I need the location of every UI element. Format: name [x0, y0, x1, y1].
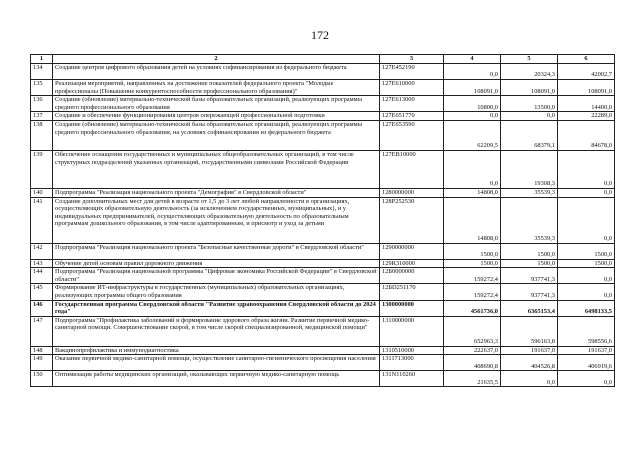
row-code: 127E452190	[380, 64, 444, 80]
row-value-5: 0,0	[501, 371, 558, 387]
row-number: 143	[31, 259, 53, 268]
row-value-6: 191637,0	[558, 346, 615, 355]
row-value-6: 6498133,5	[558, 300, 615, 316]
row-value-5: 20324,3	[501, 64, 558, 80]
table-row	[31, 300, 615, 316]
table-row	[31, 150, 615, 188]
row-value-5: 937741,3	[501, 268, 558, 284]
row-value-6: 42002,7	[558, 64, 615, 80]
table-row	[31, 188, 615, 197]
page-number: 172	[311, 28, 329, 42]
row-code: 127E651770	[380, 112, 444, 121]
row-code: 1290000000	[380, 243, 444, 259]
row-code: 1310510000	[380, 346, 444, 355]
header-cell: 4	[444, 55, 501, 64]
row-number: 150	[31, 371, 53, 387]
row-value-4: 159272,4	[444, 284, 501, 300]
row-value-4: 652963,3	[444, 316, 501, 346]
row-value-6: 108091,0	[558, 80, 615, 96]
row-code: 129R310000	[380, 259, 444, 268]
row-number: 141	[31, 197, 53, 243]
row-value-4: 1500,0	[444, 243, 501, 259]
row-name: Подпрограмма "Профилактика заболеваний и формирование здорового образа жизни. Развитие первичной медико-санитарной помощи. Совершенствование скорой, в том числе скорой специализированной, медицинской помощи"	[53, 316, 380, 346]
row-code: 131N110260	[380, 371, 444, 387]
table-row	[31, 284, 615, 300]
table-row	[31, 243, 615, 259]
row-code: 127E653590	[380, 120, 444, 150]
row-number: 148	[31, 346, 53, 355]
row-code: 1311713000	[380, 355, 444, 371]
row-value-4: 21635,5	[444, 371, 501, 387]
row-value-4: 0,0	[444, 112, 501, 121]
row-value-5: 35539,3	[501, 188, 558, 197]
row-value-4: 0,0	[444, 150, 501, 188]
row-value-6: 0,0	[558, 188, 615, 197]
row-value-5: 35539,3	[501, 197, 558, 243]
row-number: 138	[31, 120, 53, 150]
row-number: 135	[31, 80, 53, 96]
row-name: Создание (обновление) материально-технической базы образовательных организаций, реализующих программы среднего профессионального образования	[53, 96, 380, 112]
row-value-5: 68379,1	[501, 120, 558, 150]
row-name: Обучение детей основам правил дорожного движения	[53, 259, 380, 268]
row-value-6: 1500,0	[558, 259, 615, 268]
row-name: Оптимизация работы медицинских организаций, оказывающих первичную медико-санитарную помощь	[53, 371, 380, 387]
row-value-6: 22289,0	[558, 112, 615, 121]
row-value-6: 0,0	[558, 197, 615, 243]
row-value-4: 159272,4	[444, 268, 501, 284]
row-value-6: 598556,6	[558, 316, 615, 346]
row-name: Подпрограмма "Реализация национального проекта "Безопасные качественные дороги" в Свердловской области"	[53, 243, 380, 259]
table-row	[31, 96, 615, 112]
row-name: Реализация мероприятий, направленных на достижение показателей федерального проекта "Молодые профессионалы (Повышение конкурентоспособности профессионального образования)"	[53, 80, 380, 96]
header-cell: 2	[53, 55, 380, 64]
row-value-4: 0,0	[444, 64, 501, 80]
row-value-5: 404526,8	[501, 355, 558, 371]
row-code: 127E613000	[380, 96, 444, 112]
table-row	[31, 259, 615, 268]
row-value-5: 108091,0	[501, 80, 558, 96]
row-number: 134	[31, 64, 53, 80]
row-value-4: 4561736,0	[444, 300, 501, 316]
table-row	[31, 120, 615, 150]
row-value-5: 596163,8	[501, 316, 558, 346]
row-name: Оказание первичной медико-санитарной помощи, осуществление санитарно-гигиенического просвещения населения	[53, 355, 380, 371]
row-code: 12БD251170	[380, 284, 444, 300]
table-body	[31, 55, 615, 387]
row-number: 139	[31, 150, 53, 188]
row-code: 1310000000	[380, 316, 444, 346]
row-number: 147	[31, 316, 53, 346]
header-cell: 1	[31, 55, 53, 64]
row-name: Подпрограмма "Реализация национального проекта "Демография" в Свердловской области"	[53, 188, 380, 197]
row-value-6: 0,0	[558, 268, 615, 284]
row-value-4: 108091,0	[444, 80, 501, 96]
row-value-5: 0,0	[501, 112, 558, 121]
row-value-5: 937741,3	[501, 284, 558, 300]
row-value-4: 14808,0	[444, 188, 501, 197]
table-row	[31, 268, 615, 284]
table-row	[31, 355, 615, 371]
table-row	[31, 346, 615, 355]
row-value-5: 191637,0	[501, 346, 558, 355]
row-number: 136	[31, 96, 53, 112]
row-code: 127E610000	[380, 80, 444, 96]
row-value-6: 406919,6	[558, 355, 615, 371]
row-value-6: 0,0	[558, 371, 615, 387]
header-cell: 3	[380, 55, 444, 64]
row-name: Создание центров цифрового образования детей на условиях софинансирования из федерального бюджета	[53, 64, 380, 80]
row-code: 1300000000	[380, 300, 444, 316]
row-name: Создание и обеспечение функционирования центров опережающей профессиональной подготовки	[53, 112, 380, 121]
table-row	[31, 112, 615, 121]
row-value-6: 0,0	[558, 284, 615, 300]
row-value-4: 62209,5	[444, 120, 501, 150]
row-number: 145	[31, 284, 53, 300]
row-value-5: 1500,0	[501, 259, 558, 268]
row-number: 149	[31, 355, 53, 371]
row-number: 146	[31, 300, 53, 316]
row-name: Вакцинопрофилактика и иммунодиагностика	[53, 346, 380, 355]
row-name: Создание (обновление) материально-технической базы образовательных организаций, реализующих программы среднего профессионального образования, на условиях софинансирования из федерального бюджета	[53, 120, 380, 150]
row-value-4: 14808,0	[444, 197, 501, 243]
table-row	[31, 64, 615, 80]
row-value-4: 408690,8	[444, 355, 501, 371]
row-value-5: 1500,0	[501, 243, 558, 259]
row-code: 127EB10000	[380, 150, 444, 188]
row-number: 137	[31, 112, 53, 121]
row-value-6: 84678,0	[558, 120, 615, 150]
row-code: 1280000000	[380, 188, 444, 197]
row-value-6: 14400,0	[558, 96, 615, 112]
row-value-4: 222637,0	[444, 346, 501, 355]
row-value-6: 0,0	[558, 150, 615, 188]
row-value-5: 19308,3	[501, 150, 558, 188]
row-value-5: 13500,0	[501, 96, 558, 112]
row-number: 144	[31, 268, 53, 284]
row-name: Обеспечение оснащения государственных и муниципальных общеобразовательных организаций, в том числе структурных подразделений указанных организаций, государственными символами Российской Федерации	[53, 150, 380, 188]
header-cell: 5	[501, 55, 558, 64]
table-row	[31, 371, 615, 387]
table-row	[31, 316, 615, 346]
row-name: Формирование ИТ-инфраструктуры в государственных (муниципальных) образовательных организациях, реализующих программы общего образования	[53, 284, 380, 300]
row-value-4: 10800,0	[444, 96, 501, 112]
row-name: Создание дополнительных мест для детей в возрасте от 1,5 до 3 лет любой направленности в организациях, осуществляющих образовательную деятельность (за исключением государственных, муниципальных), и у индивидуальных предпринимателей, осуществляющих образовательную деятельность по образовательным программам дошкольного образования, в том числе адаптированным, и присмотр и уход за детьми	[53, 197, 380, 243]
row-code: 128P252530	[380, 197, 444, 243]
header-row	[31, 55, 615, 64]
header-cell: 6	[558, 55, 615, 64]
row-value-5: 6365153,4	[501, 300, 558, 316]
row-code: 12Б0000000	[380, 268, 444, 284]
table-row	[31, 80, 615, 96]
row-value-6: 1500,0	[558, 243, 615, 259]
row-value-4: 1500,0	[444, 259, 501, 268]
row-name: Государственная программа Свердловской области "Развитие здравоохранения Свердловской области до 2024 года"	[53, 300, 380, 316]
table-row	[31, 197, 615, 243]
row-name: Подпрограмма "Реализация национальной программы "Цифровая экономика Российской Федерации" в Свердловской области"	[53, 268, 380, 284]
row-number: 140	[31, 188, 53, 197]
budget-table	[30, 54, 615, 387]
row-number: 142	[31, 243, 53, 259]
